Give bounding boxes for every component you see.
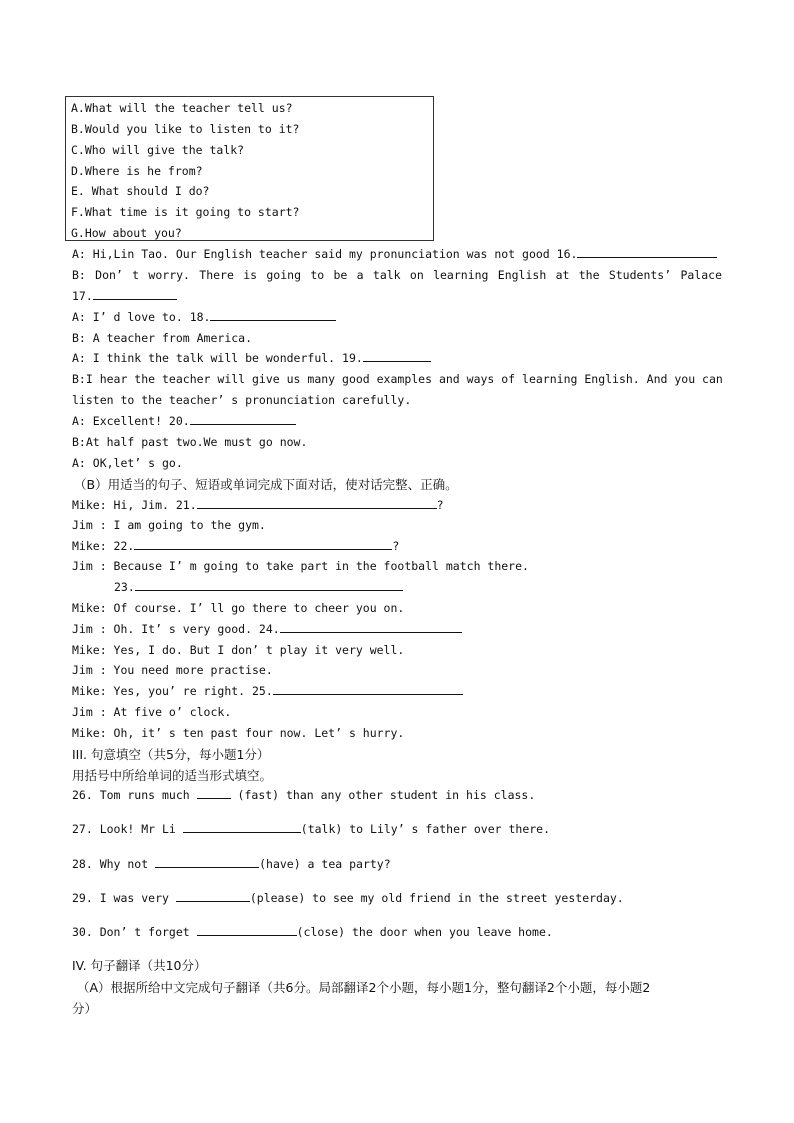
option-g: G.How about you? <box>71 226 182 240</box>
answer-blank-27[interactable] <box>183 822 301 833</box>
question-mark: ? <box>436 498 444 512</box>
dialog-a-line-11: A: OK,let’ s go. <box>72 456 183 470</box>
question-29 <box>72 891 624 905</box>
dialog-text: A: Hi,Lin Tao. Our English teacher said my pronunciation was not good 16. <box>72 247 578 261</box>
dialog-text: 17. <box>72 289 93 303</box>
answer-blank-21[interactable] <box>197 498 437 509</box>
option-f: F.What time is it going to start? <box>71 205 300 219</box>
option-a: A.What will the teacher tell us? <box>71 101 293 115</box>
answer-blank-24[interactable] <box>280 622 462 633</box>
answer-blank-23[interactable] <box>135 580 403 591</box>
dialog-a-line-1 <box>72 247 717 261</box>
question-27 <box>72 822 550 836</box>
option-e: E. What should I do? <box>71 184 210 198</box>
dialog-a-line-3 <box>72 289 177 303</box>
answer-blank-22[interactable] <box>134 539 392 550</box>
dialog-b-line-11: Jim : At five o’ clock. <box>72 705 232 719</box>
dialog-a-line-9 <box>72 414 296 428</box>
answer-blank-25[interactable] <box>273 684 463 695</box>
dialog-b-line-5 <box>114 580 403 594</box>
dialog-b-line-9: Jim : You need more practise. <box>72 663 273 677</box>
part-b-heading: （B）用适当的句子、短语或单词完成下面对话，使对话完整、正确。 <box>74 477 458 492</box>
answer-blank-30[interactable] <box>197 925 297 936</box>
dialog-b-line-2: Jim : I am going to the gym. <box>72 518 266 532</box>
answer-blank-20[interactable] <box>190 414 296 425</box>
question-text: (please) to see my old friend in the street yesterday. <box>249 891 624 905</box>
option-b: B.Would you like to listen to it? <box>71 122 300 136</box>
question-26 <box>72 788 535 802</box>
dialog-text: Mike: 22. <box>72 539 135 553</box>
dialog-b-line-12: Mike: Oh, it’ s ten past four now. Let’ s hurry. <box>72 726 405 740</box>
option-c: C.Who will give the talk? <box>71 143 245 157</box>
question-text: 29. I was very <box>72 891 176 905</box>
question-text: 28. Why not <box>72 857 156 871</box>
answer-blank-17[interactable] <box>93 289 177 300</box>
answer-blank-29[interactable] <box>176 891 250 902</box>
dialog-text: A: Excellent! 20. <box>72 414 190 428</box>
question-text: 30. Don’ t forget <box>72 925 197 939</box>
section-4-heading: IV. 句子翻译（共10分） <box>72 958 207 973</box>
dialog-b-line-10 <box>72 684 463 698</box>
options-box <box>65 96 434 241</box>
dialog-text: Mike: Yes, you’ re right. 25. <box>72 684 273 698</box>
dialog-b-line-4: Jim : Because I’ m going to take part in the football match there. <box>72 559 529 573</box>
section-4-subheading: （A）根据所给中文完成句子翻译（共6分。局部翻译2个小题，每小题1分，整句翻译2个小题，每小题2 <box>77 980 651 995</box>
question-mark: ? <box>392 539 400 553</box>
dialog-text: 23. <box>114 580 135 594</box>
dialog-b-line-7 <box>72 622 462 636</box>
question-text: (talk) to Lily’ s father over there. <box>300 822 551 836</box>
dialog-a-line-6 <box>72 351 431 365</box>
answer-blank-19[interactable] <box>363 351 431 362</box>
section-3-heading: III. 句意填空（共5分，每小题1分） <box>72 747 270 762</box>
dialog-a-line-5: B: A teacher from America. <box>72 331 253 345</box>
dialog-b-line-6: Mike: Of course. I’ ll go there to cheer you on. <box>72 601 405 615</box>
dialog-b-line-3 <box>72 539 399 553</box>
dialog-b-line-8: Mike: Yes, I do. But I don’ t play it very well. <box>72 643 405 657</box>
section-3-instruction: 用括号中所给单词的适当形式填空。 <box>72 768 273 783</box>
question-text: 27. Look! Mr Li <box>72 822 183 836</box>
question-text: (fast) than any other student in his class. <box>230 788 536 802</box>
dialog-a-line-2: B: Don’ t worry. There is going to be a talk on learning English at the Students’ Palace <box>72 268 722 282</box>
dialog-text: A: I think the talk will be wonderful. 19. <box>72 351 363 365</box>
answer-blank-18[interactable] <box>210 310 336 321</box>
dialog-a-line-8: listen to the teacher’ s pronunciation carefully. <box>72 393 412 407</box>
section-4-subheading-cont: 分） <box>72 1001 98 1016</box>
option-d: D.Where is he from? <box>71 164 203 178</box>
dialog-text: Jim : Oh. It’ s very good. 24. <box>72 622 280 636</box>
dialog-a-line-4 <box>72 310 336 324</box>
question-text: (have) a tea party? <box>259 857 391 871</box>
answer-blank-28[interactable] <box>155 857 259 868</box>
dialog-a-line-10: B:At half past two.We must go now. <box>72 435 308 449</box>
answer-blank-16[interactable] <box>577 247 717 258</box>
question-text: (close) the door when you leave home. <box>296 925 553 939</box>
answer-blank-26[interactable] <box>197 788 231 799</box>
dialog-b-line-1 <box>72 498 444 512</box>
dialog-text: Mike: Hi, Jim. 21. <box>72 498 197 512</box>
question-30 <box>72 925 553 939</box>
dialog-text: A: I’ d love to. 18. <box>72 310 211 324</box>
dialog-a-line-7: B:I hear the teacher will give us many good examples and ways of learning English. And you can <box>72 372 723 386</box>
question-text: 26. Tom runs much <box>72 788 197 802</box>
question-28 <box>72 857 391 871</box>
